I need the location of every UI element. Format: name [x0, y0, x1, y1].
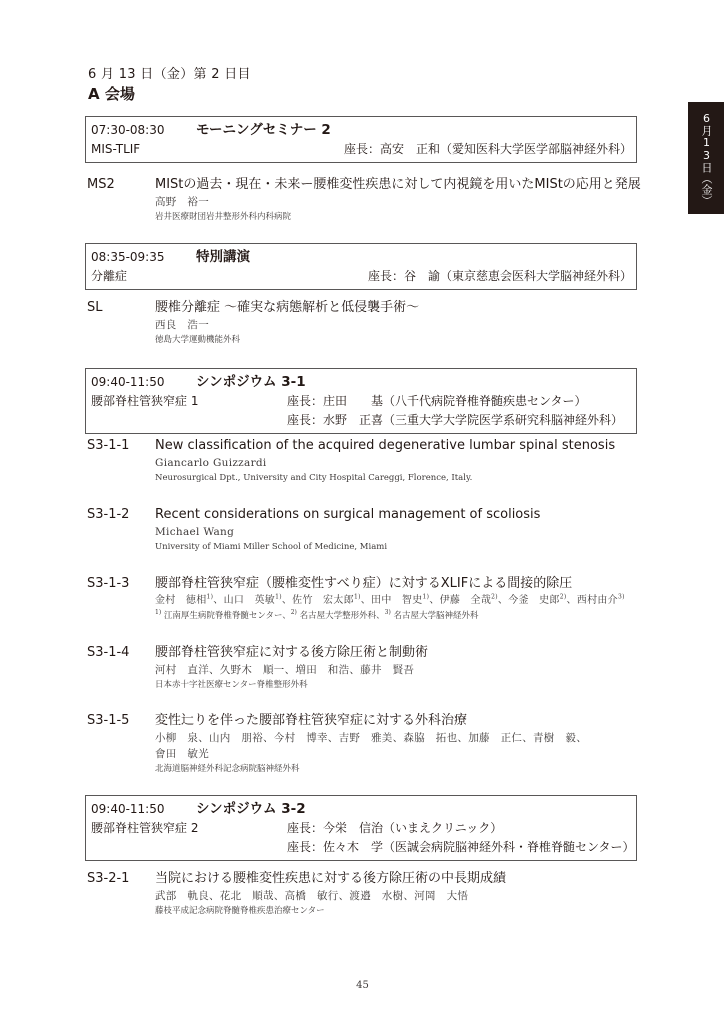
session-title: シンポジウム 3-2: [196, 801, 306, 817]
entry-title: 当院における腰椎変性疾患に対する後方除圧術の中長期成績: [155, 871, 507, 886]
page-header: [88, 66, 251, 104]
affil-sup: 3): [384, 609, 391, 617]
author-name: 今釜 史郎: [508, 595, 560, 606]
entry-title: 変性辷りを伴った腰部脊柱管狭窄症に対する外科治療: [155, 713, 468, 728]
entry-title: Recent considerations on surgical management of scoliosis: [155, 507, 541, 522]
author-name: 西村由介: [576, 595, 618, 606]
author-sup: 3): [617, 593, 625, 601]
entry-affiliation: $^{1)}$ 江南厚生病院脊椎脊髄センター、$^{2)}$ 名古屋大学整形外科、$^{3)}$ 名古屋大学脳神経外科: [155, 609, 479, 621]
entry-affiliation: 岩井医療財団岩井整形外科内科病院: [155, 212, 292, 222]
author-name: 金村 徳相: [155, 595, 207, 606]
entry-authors: 西良 浩一: [155, 319, 209, 331]
session-chair: 座長：谷 諭（東京慈恵会医科大学脳神経外科）: [367, 269, 632, 283]
affil-sup: 1): [155, 609, 162, 617]
entry-title: New classification of the acquired degenerative lumbar spinal stenosis: [155, 438, 616, 453]
entry-affiliation: 日本赤十字社医療センター脊椎整形外科: [155, 680, 308, 690]
entry-code: S3-1-5: [87, 713, 130, 728]
session-header-symposium-3-1: [85, 368, 637, 434]
entry-authors: Giancarlo Guizzardi: [155, 457, 267, 469]
author-name: 佐竹 宏太郎: [292, 595, 354, 606]
entry-s3-1-5: [87, 712, 657, 777]
entry-ms2: [87, 176, 657, 225]
entry-code: S3-1-3: [87, 576, 130, 591]
page-number: 45: [356, 980, 369, 991]
session-title: 特別講演: [196, 249, 250, 265]
author-sup: 1): [353, 593, 361, 601]
entry-affiliation: Neurosurgical Dpt., University and City Hospital Careggi, Florence, Italy.: [155, 473, 473, 483]
session-title: モーニングセミナー 2: [196, 122, 331, 138]
session-time: 07:30-08:30: [91, 123, 165, 137]
session-time: 09:40-11:50: [91, 375, 165, 389]
entry-s3-1-3: [87, 575, 657, 624]
entry-title: 腰部脊柱管狭窄症に対する後方除圧術と制動術: [155, 645, 429, 660]
entry-affiliation: 北海道脳神経外科記念病院脳神経外科: [155, 764, 300, 774]
affil-name: 名古屋大学脳神経外科: [393, 611, 479, 621]
entry-code: S3-1-4: [87, 645, 130, 660]
date-side-tab: 6月13日（金）: [688, 102, 724, 214]
entry-affiliation: 徳島大学運動機能外科: [155, 335, 241, 345]
entry-code: MS2: [87, 177, 115, 192]
entry-authors: Michael Wang: [155, 526, 235, 538]
entry-title: MIStの過去・現在・未来ー腰椎変性疾患に対して内視鏡を用いたMIStの応用と発展: [155, 177, 641, 192]
entry-authors: 武部 軌良、花北 順哉、高橋 敏行、渡邉 水樹、河岡 大悟: [155, 890, 469, 902]
author-name: 山口 英敏: [223, 595, 276, 606]
venue-heading: A 会場: [88, 85, 135, 103]
entry-authors: 小柳 泉、山内 朋裕、今村 博幸、吉野 雅美、森脇 拓也、加藤 正仁、青樹 毅、: [155, 732, 587, 744]
session-chair: 座長：今栄 信治（いまえクリニック）: [287, 821, 503, 835]
entry-affiliation: 藤枝平成記念病院脊髄脊椎疾患治療センター: [155, 906, 325, 916]
author-sup: 1): [206, 593, 214, 601]
author-name: 伊藤 全哉: [439, 595, 492, 606]
session-topic: 腰部脊柱管狭窄症 1: [91, 394, 199, 408]
session-chair: 座長：水野 正喜（三重大学大学院医学系研究科脳神経外科）: [287, 413, 624, 427]
affil-name: 名古屋大学整形外科: [299, 611, 377, 621]
session-chair: 座長：庄田 基（八千代病院脊椎脊髄疾患センター）: [287, 394, 587, 408]
entry-sl: [87, 299, 657, 348]
session-header-morning-seminar: [85, 116, 637, 163]
entry-title: 腰部脊柱管狭窄症（腰椎変性すべり症）に対するXLIFによる間接的除圧: [155, 576, 573, 591]
entry-s3-1-2: [87, 506, 657, 555]
session-title: シンポジウム 3-1: [196, 374, 306, 390]
entry-title: 腰椎分離症 〜確実な病態解析と低侵襲手術〜: [155, 300, 420, 315]
entry-code: S3-1-1: [87, 438, 130, 453]
entry-code: S3-2-1: [87, 871, 130, 886]
session-chair: 座長：佐々木 学（医誠会病院脳神経外科・脊椎脊髄センター）: [287, 840, 635, 854]
entry-s3-1-4: [87, 644, 657, 693]
affil-name: 江南厚生病院脊椎脊髄センター: [163, 611, 283, 621]
entry-authors: 河村 直洋、久野木 順一、増田 和浩、藤井 賢吾: [155, 664, 415, 676]
session-time: 09:40-11:50: [91, 802, 165, 816]
entry-code: SL: [87, 300, 103, 315]
author-sup: 2): [491, 593, 498, 601]
session-time: 08:35-09:35: [91, 250, 165, 264]
entry-authors-continued: 會田 敏光: [155, 748, 209, 760]
author-sup: 2): [559, 593, 567, 601]
entry-affiliation: University of Miami Miller School of Medicine, Miami: [155, 542, 388, 552]
entry-code: S3-1-2: [87, 507, 130, 522]
session-topic: 分離症: [91, 269, 128, 283]
entry-authors: 高野 裕一: [155, 196, 209, 208]
session-topic: 腰部脊柱管狭窄症 2: [91, 821, 199, 835]
session-chair: 座長：高安 正和（愛知医科大学医学部脳神経外科）: [343, 142, 632, 156]
entry-s3-1-1: [87, 437, 657, 486]
author-name: 田中 智史: [371, 595, 423, 606]
affil-sup: 2): [290, 609, 297, 617]
day-heading: 6 月 13 日（金）第 2 日目: [88, 67, 251, 82]
session-header-symposium-3-2: [85, 795, 637, 861]
entry-authors: 金村 徳相$^{1)}$、山口 英敏$^{1)}$、佐竹 宏太郎$^{1)}$、田中 智史$^{1)}$、伊藤 全哉$^{2)}$、今釜 史郎$^{2)}$、西村由介$^{3)}$: [155, 593, 625, 606]
session-header-special-lecture: [85, 243, 637, 290]
session-topic: MIS-TLIF: [91, 142, 141, 156]
author-sup: 1): [275, 593, 282, 601]
author-sup: 1): [422, 593, 430, 601]
entry-s3-2-1: [87, 870, 657, 919]
